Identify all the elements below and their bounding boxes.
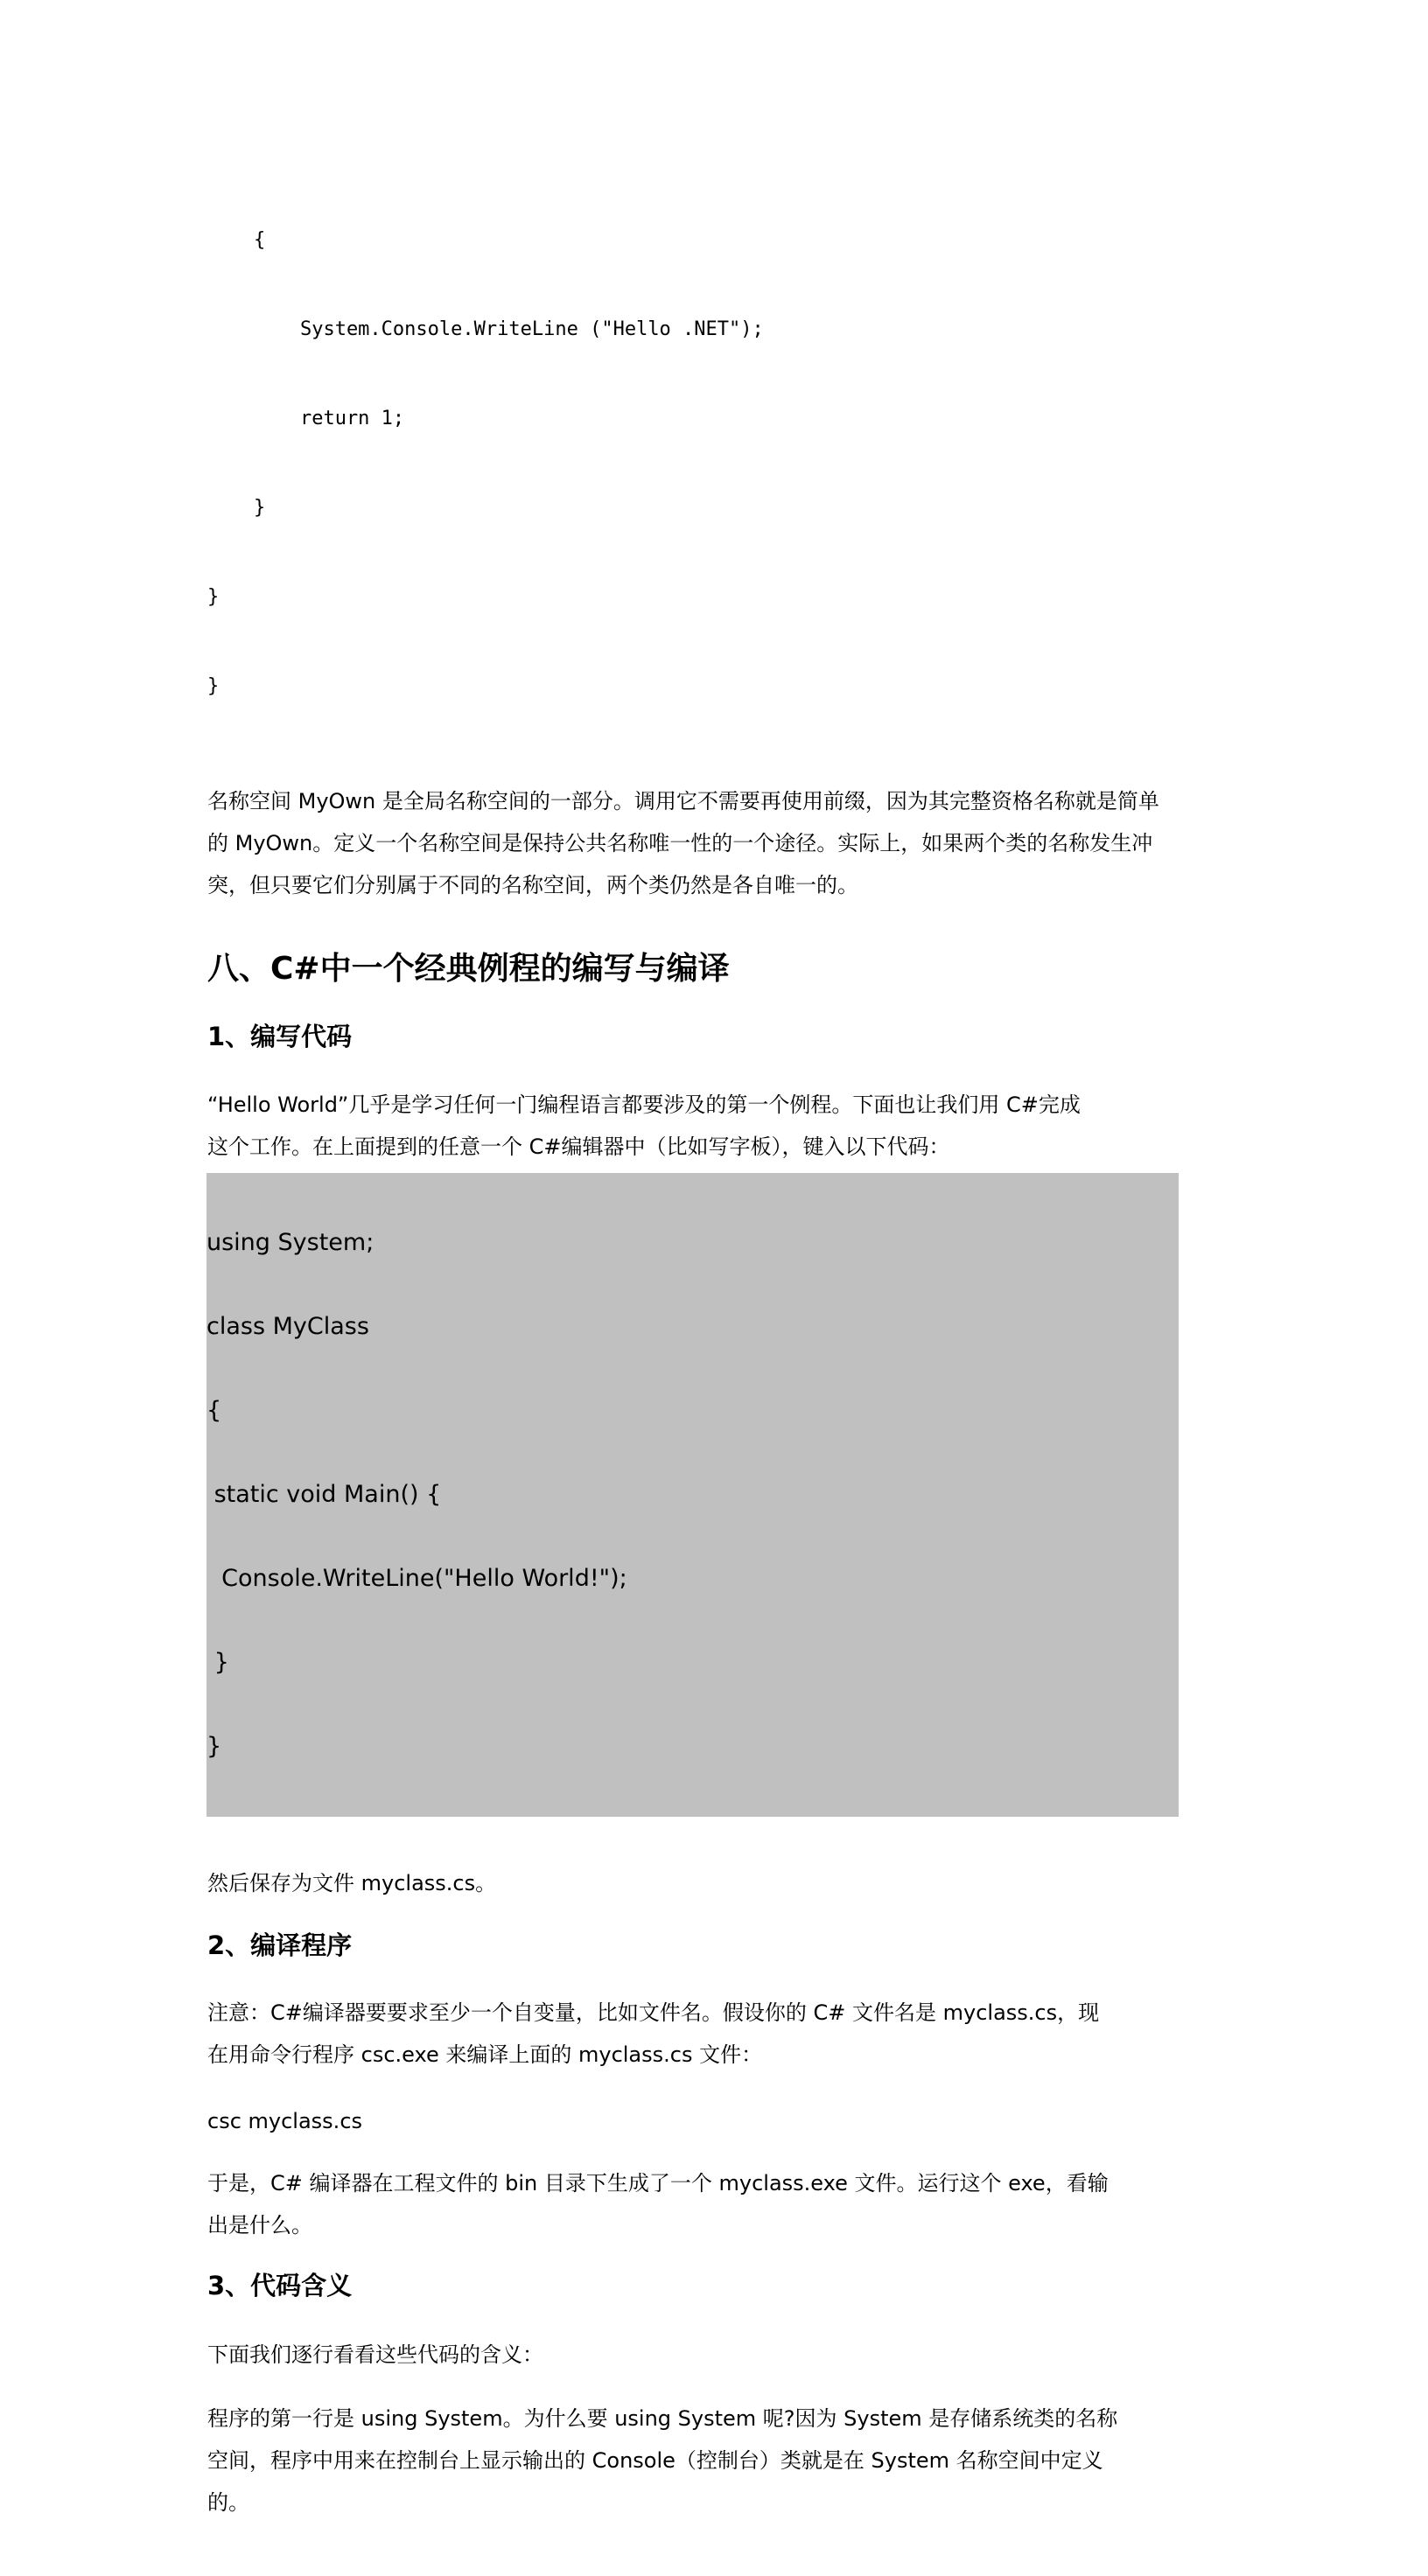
text-line: 名称空间 MyOwn 是全局名称空间的一部分。调用它不需要再使用前缀，因为其完整资格名称就是简单 [207, 789, 1159, 813]
text-line: “Hello World”几乎是学习任何一门编程语言都要涉及的第一个例程。下面也让我们用 C#完成 [207, 1093, 1081, 1117]
code-line: return 1; [207, 408, 405, 429]
text-line: 的 MyOwn。定义一个名称空间是保持公共名称唯一性的一个途径。实际上，如果两个类的名称发生冲 [207, 831, 1153, 855]
code-line: System.Console.WriteLine ("Hello .NET"); [207, 318, 764, 340]
text-line: 的。 [207, 2490, 249, 2515]
section-heading-main: 八、C#中一个经典例程的编写与编译 [207, 951, 730, 987]
heading-write-code: 1、编写代码 [207, 1022, 353, 1051]
code-line: Console.WriteLine("Hello World!"); [206, 1565, 627, 1592]
code-line: static void Main() { [206, 1481, 442, 1508]
compile-paragraph [207, 1992, 1253, 2076]
heading-code-meaning: 3、代码含义 [207, 2271, 353, 2300]
compile-command: csc myclass.cs [207, 2109, 363, 2133]
text-line: 于是，C# 编译器在工程文件的 bin 目录下生成了一个 myclass.exe 文件。运行这个 exe，看输 [207, 2171, 1109, 2196]
code-line: } [207, 586, 220, 608]
code-line: } [207, 675, 220, 697]
text-line: 程序的第一行是 using System。为什么要 using System 呢?因为 System 是存储系统类的名称 [207, 2406, 1118, 2431]
meaning-intro: 下面我们逐行看看这些代码的含义： [207, 2342, 543, 2367]
text-line: 这个工作。在上面提到的任意一个 C#编辑器中（比如写字板），键入以下代码： [207, 1134, 950, 1159]
text-line: 在用命令行程序 csc.exe 来编译上面的 myclass.cs 文件： [207, 2042, 763, 2067]
hello-world-paragraph [207, 1084, 1253, 1168]
code-line: } [206, 1649, 229, 1676]
code-block [206, 1173, 1179, 1817]
code-line: class MyClass [206, 1313, 369, 1340]
text-line: 注意：C#编译器要要求至少一个自变量，比如文件名。假设你的 C# 文件名是 myclass.cs，现 [207, 2000, 1100, 2025]
compile-result-paragraph [207, 2162, 1253, 2246]
text-line: 出是什么。 [207, 2213, 312, 2237]
code-line: { [207, 229, 266, 251]
code-line: using System; [206, 1229, 374, 1256]
heading-compile: 2、编译程序 [207, 1930, 353, 1960]
code-line: } [207, 497, 266, 519]
namespace-paragraph [207, 780, 1253, 906]
code-line: { [206, 1397, 222, 1424]
text-line: 空间，程序中用来在控制台上显示输出的 Console（控制台）类就是在 System 名称空间中定义 [207, 2448, 1103, 2473]
code-line: } [206, 1733, 222, 1760]
meaning-paragraph [207, 2398, 1253, 2524]
text-line: 突，但只要它们分别属于不同的名称空间，两个类仍然是各自唯一的。 [207, 873, 858, 897]
code-snippet-top [207, 166, 1253, 761]
save-file-text: 然后保存为文件 myclass.cs。 [207, 1871, 497, 1895]
